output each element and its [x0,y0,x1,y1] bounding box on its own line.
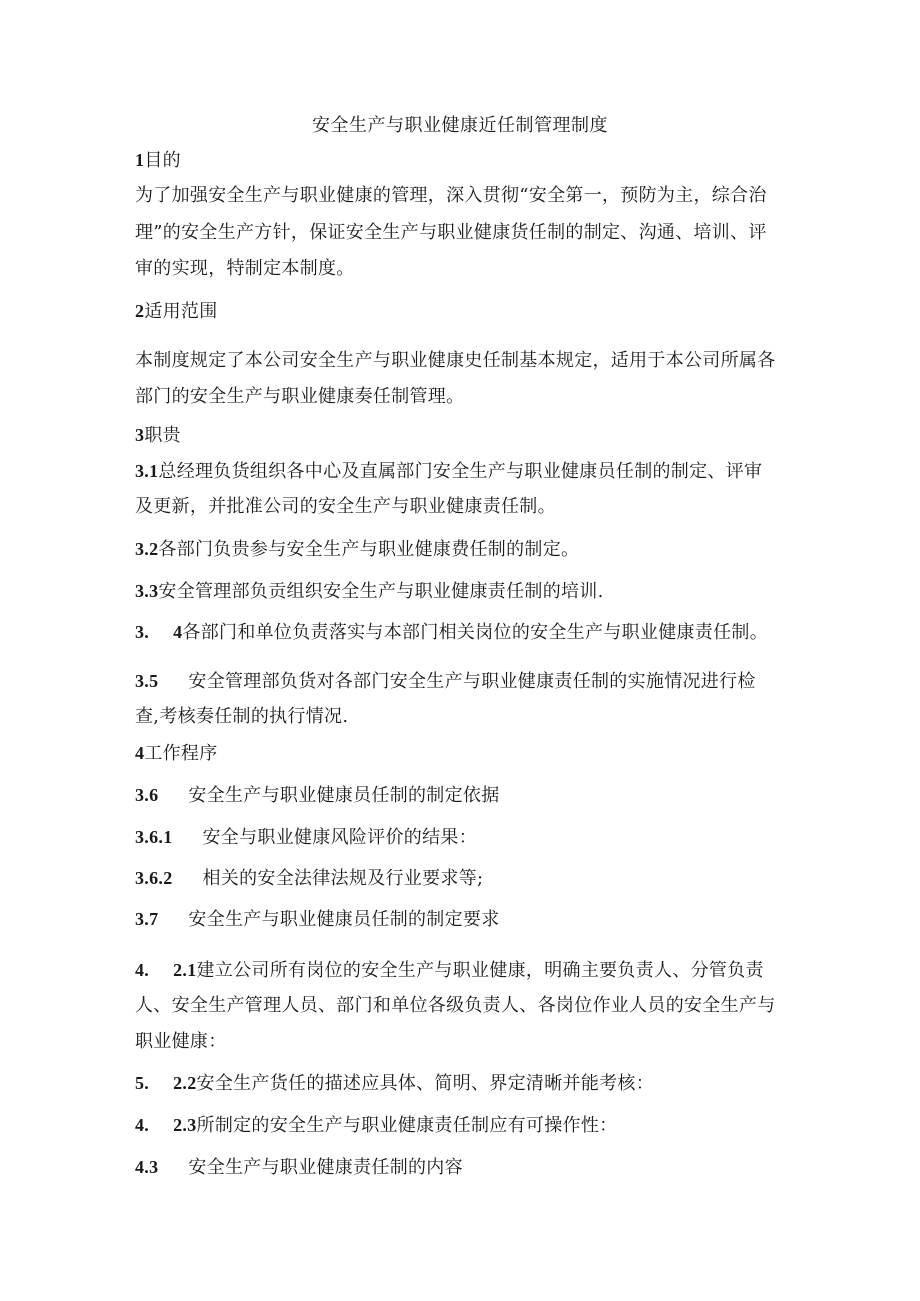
clause-4-2-1 [135,957,764,984]
paragraph-line: 职业健康： [135,1031,227,1052]
clause-3-6 [135,782,500,809]
clause-number: 4. [135,960,150,980]
paragraph-line: 理”的安全生产方针，保证安全生产与职业健康货任制的制定、沟通、培训、评 [135,222,767,243]
paragraph-line: 人、安全生产管理人员、部门和单位各级负责人、各岗位作业人员的安全生产与 [135,995,776,1016]
clause-text: 总经理负货组织各中心及直属部门安全生产与职业健康员任制的制定、评审 [158,461,763,482]
clause-text: 安全生产与职业健康责任制的内容 [188,1157,463,1178]
section-number: 4 [135,743,145,763]
clause-number: 3.1 [135,461,159,481]
clause-number: 3.7 [135,909,159,929]
section-2-heading [135,298,218,325]
section-title: 适用范围 [144,301,218,322]
clause-text: 安全与职业健康风险评价的结果： [202,827,477,848]
clause-text: 安全管理部负贡组织安全生产与职业健康责任制的培训. [158,581,604,602]
paragraph-line: 部门的安全生产与职业健康奏任制管理。 [135,386,465,407]
document-title: 安全生产与职业健康近任制管理制度 [312,115,608,136]
section-number: 3 [135,425,145,445]
section-4-heading [135,740,218,767]
clause-3-5 [135,668,756,695]
clause-text: 安全生产与职业健康员任制的制定要求 [188,909,500,930]
paragraph-line: 为了加强安全生产与职业健康的管理，深入贯彻“安全第一，预防为主，综合治 [135,185,767,206]
clause-3-6-2 [135,865,483,892]
clause-5-2-2 [135,1070,654,1097]
clause-4-3 [135,1154,463,1181]
clause-text: 安全管理部负货对各部门安全生产与职业健康责任制的实施情况进行检 [188,671,756,692]
clause-3-6-1 [135,824,477,851]
clause-number: 2.3 [173,1115,197,1135]
clause-3-7 [135,906,500,933]
clause-number: 3. [135,622,150,642]
clause-number: 3.6.1 [135,827,173,847]
clause-text: 相关的安全法律法规及行业要求等; [202,868,484,889]
paragraph-line: 查,考核奏任制的执行情况. [135,706,349,727]
section-title: 工作程序 [144,743,218,764]
clause-number: 3.6.2 [135,868,173,888]
paragraph-line: 审的实现，特制定本制度。 [135,258,355,279]
clause-number: 2.1 [173,960,197,980]
clause-number: 3.3 [135,581,159,601]
clause-number: 4.3 [135,1157,159,1177]
clause-text: 安全生产货任的描述应具体、简明、界定清晰并能考核： [196,1073,655,1094]
paragraph-line: 及更新，并批准公司的安全生产与职业健康责任制。 [135,496,556,517]
clause-number: 4 [173,622,183,642]
section-title: 目的 [144,150,181,171]
clause-3-4 [135,619,768,646]
clause-number: 2.2 [173,1073,197,1093]
clause-number: 3.2 [135,539,159,559]
clause-3-2 [135,536,579,563]
clause-3-1 [135,458,762,485]
clause-4-2-3 [135,1112,617,1139]
clause-text: 各部门负贵参与安全生产与职业健康费任制的制定。 [158,539,580,560]
clause-number: 3.6 [135,785,159,805]
paragraph-line: 本制度规定了本公司安全生产与职业健康史任制基本规定，适用于本公司所属各 [135,350,776,371]
section-1-heading [135,147,181,174]
section-number: 2 [135,301,145,321]
section-title: 职贵 [144,425,181,446]
section-3-heading [135,422,181,449]
clause-number: 4. [135,1115,150,1135]
clause-number: 5. [135,1073,150,1093]
clause-text: 各部门和单位负责落实与本部门相关岗位的安全生产与职业健康责任制。 [182,622,769,643]
clause-text: 建立公司所有岗位的安全生产与职业健康，明确主要负责人、分管负责 [196,960,764,981]
clause-text: 安全生产与职业健康员任制的制定依据 [188,785,500,806]
clause-number: 3.5 [135,671,159,691]
clause-3-3 [135,578,604,605]
section-number: 1 [135,150,145,170]
clause-text: 所制定的安全生产与职业健康责任制应有可操作性： [196,1115,618,1136]
